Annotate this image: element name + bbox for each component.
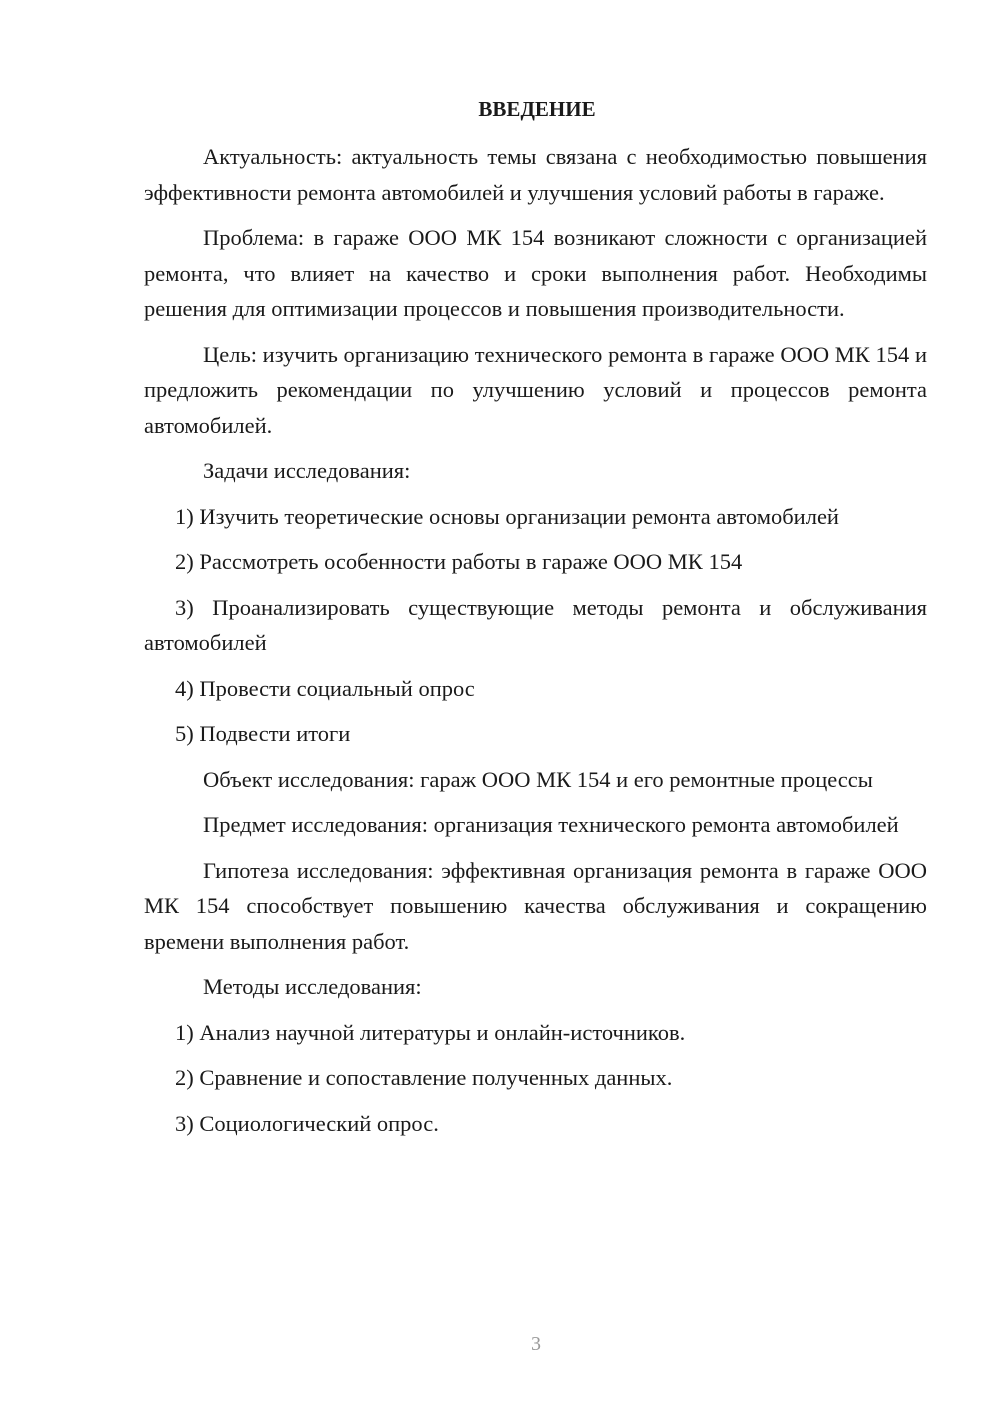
section-heading: ВВЕДЕНИЕ (478, 97, 596, 121)
document-body (144, 139, 927, 1141)
paragraph: Проблема: в гараже ООО МК 154 возникают сложности с организацией ремонта, что влияет на качество и сроки выполнения работ. Необходимы решения для оптимизации процессов и повышения производительности. (144, 225, 927, 321)
list-item: 4) Провести социальный опрос (175, 675, 475, 701)
list-item: 1) Анализ научной литературы и онлайн-источников. (175, 1019, 686, 1045)
list-item: 3) Социологический опрос. (175, 1110, 439, 1136)
list-item: 2) Рассмотреть особенности работы в гараже ООО МК 154 (175, 549, 743, 574)
paragraph: Предмет исследования: организация технического ремонта автомобилей (203, 812, 899, 837)
paragraph: Объект исследования: гараж ООО МК 154 и его ремонтные процессы (203, 766, 873, 792)
paragraph: Задачи исследования: (203, 458, 411, 483)
paragraph: Методы исследования: (203, 974, 422, 999)
paragraph: Цель: изучить организацию технического ремонта в гараже ООО МК 154 и предложить рекомендации по улучшению условий и процессов ремонта автомобилей. (144, 341, 927, 438)
document-page (144, 92, 927, 1151)
paragraph: Актуальность: актуальность темы связана с необходимостью повышения эффективности ремонта автомобилей и улучшения условий работы в гараже. (144, 144, 927, 205)
list-item: 1) Изучить теоретические основы организации ремонта автомобилей (175, 503, 839, 529)
page-number: 3 (531, 1333, 541, 1355)
list-item: 5) Подвести итоги (175, 721, 351, 746)
paragraph: Гипотеза исследования: эффективная организация ремонта в гараже ООО МК 154 способствует повышению качества обслуживания и сокращению времени выполнения работ. (144, 857, 927, 954)
list-item: 3) Проанализировать существующие методы ремонта и обслуживания автомобилей (144, 594, 927, 655)
list-item: 2) Сравнение и сопоставление полученных данных. (175, 1065, 673, 1090)
